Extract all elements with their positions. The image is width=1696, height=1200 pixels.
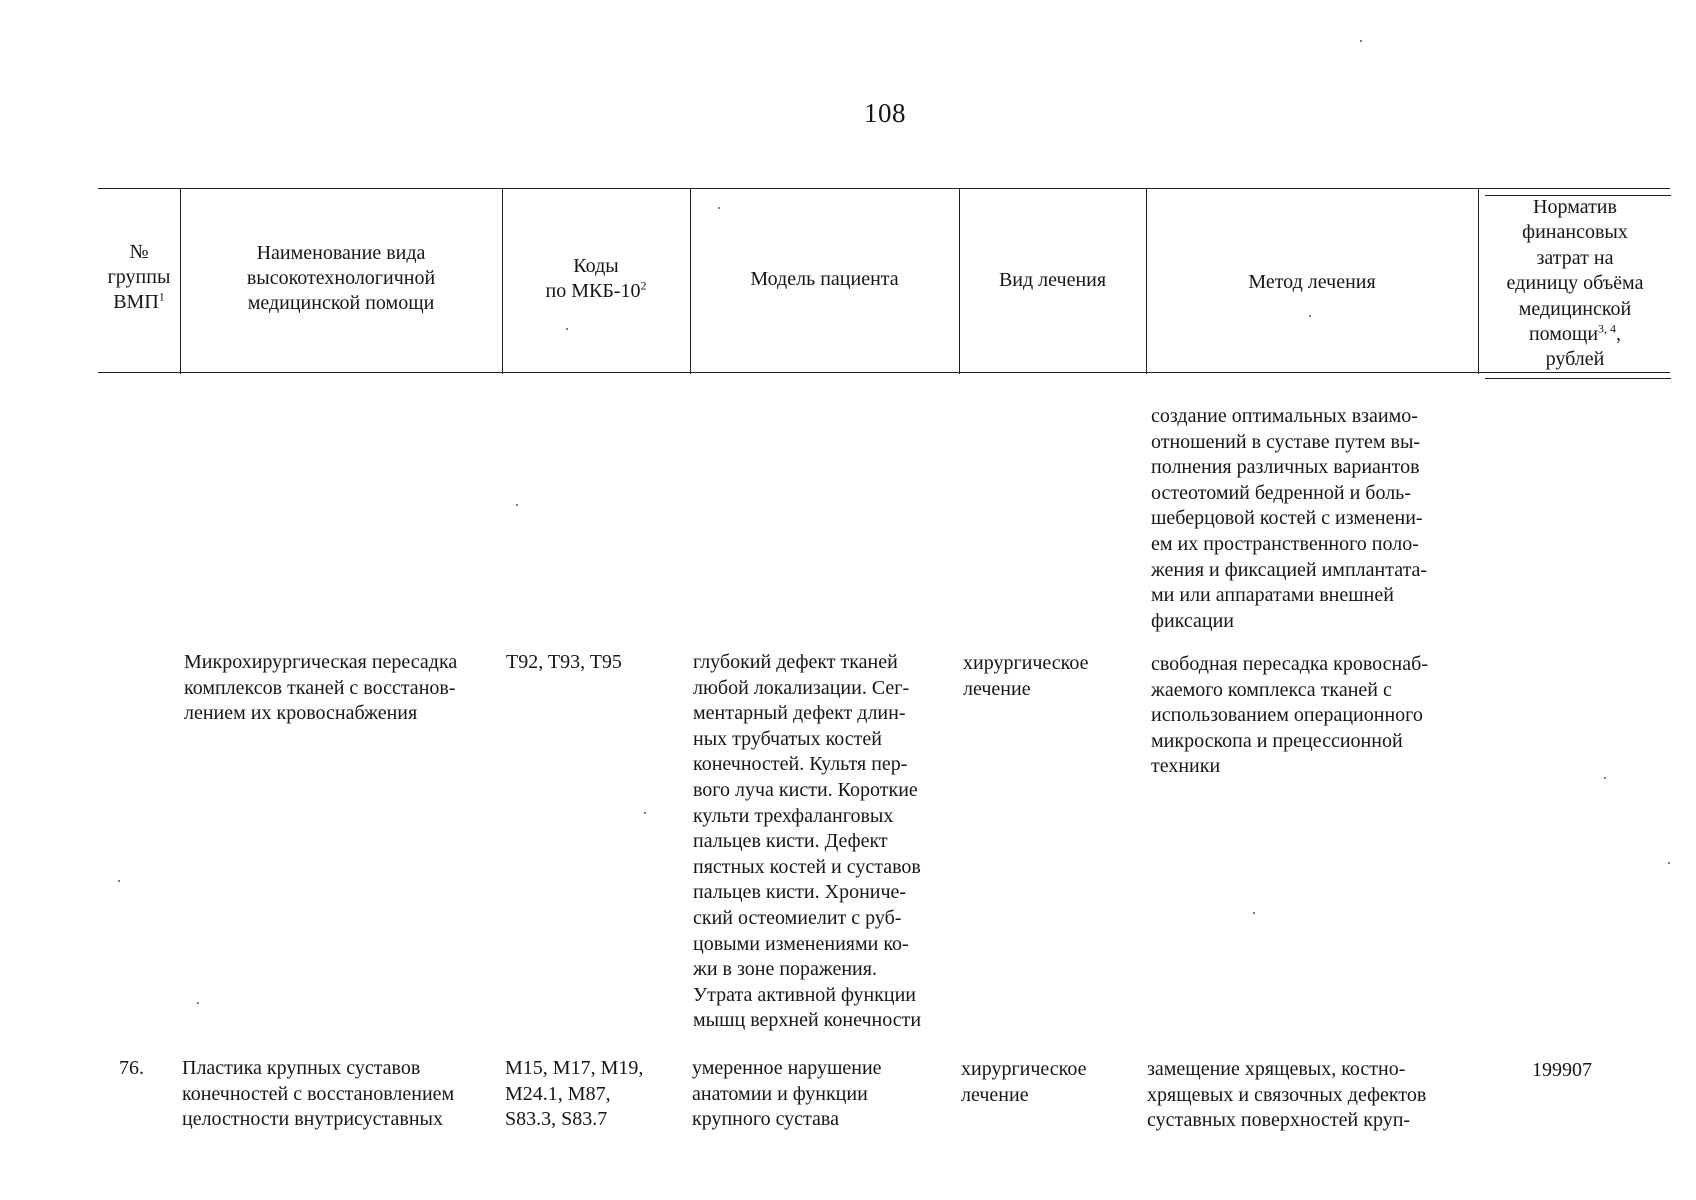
method-text: шеберцовой костей с изменени- bbox=[1151, 507, 1423, 530]
scan-speck bbox=[1253, 912, 1255, 914]
scan-speck bbox=[1604, 777, 1606, 779]
method-text: остеотомий бедренной и боль- bbox=[1151, 481, 1411, 504]
scan-speck bbox=[1360, 40, 1362, 42]
column-divider bbox=[959, 188, 960, 374]
icd-codes: T92, T93, T95 bbox=[506, 651, 622, 673]
table-row bbox=[1151, 404, 1427, 634]
header-treatment-method: Метод лечения bbox=[1248, 271, 1376, 293]
method-text: отношений в суставе путем вы- bbox=[1151, 430, 1421, 453]
column-divider bbox=[180, 188, 181, 374]
method-text: полнения различных вариантов bbox=[1151, 456, 1420, 479]
scan-speck bbox=[1309, 315, 1311, 317]
patient-model: глубокий дефект тканей любой локализации. Сег- ментарный дефект длин- ных трубчатых костей конечностей. Культя пер- вого луча кисти. Короткие культи трехфаланговых пальцев кисти. Дефект пястных костей и суставов пальцев кисти. Хрониче- ский остеомиелит с руб- цовыми изменениями ко- жи в зоне поражения. Утрата активной функции мышц верхней конечности bbox=[693, 651, 922, 1032]
method-text: фиксации bbox=[1151, 609, 1234, 632]
method-text: замещение хрящевых, костно- хрящевых и связочных дефектов суставных поверхностей круп- bbox=[1147, 1058, 1427, 1132]
method-text: ми или аппаратами внешней bbox=[1151, 584, 1394, 607]
patient-model: умеренное нарушение анатомии и функции крупного сустава bbox=[692, 1057, 882, 1131]
icd-codes: M15, M17, M19, M24.1, M87, S83.3, S83.7 bbox=[505, 1057, 644, 1131]
header-top-rule bbox=[98, 188, 1670, 189]
scan-speck bbox=[516, 504, 518, 506]
scan-speck bbox=[1668, 862, 1670, 864]
scan-speck bbox=[197, 1002, 199, 1004]
page-number: 108 bbox=[864, 98, 906, 128]
header-icd-codes: Коды по МКБ-$10^2$ bbox=[545, 255, 647, 302]
header-cost-standard: Норматив финансовых затрат на единицу объёма медицинской помощи$^{3, 4}$, рублей bbox=[1506, 196, 1644, 371]
header-treatment-type: Вид лечения bbox=[998, 269, 1107, 291]
care-type-name: Микрохирургическая пересадка комплексов тканей с восстанов- лением их кровоснабжения bbox=[184, 651, 458, 725]
scan-speck bbox=[566, 328, 568, 330]
header-bottom-rule-right bbox=[1485, 378, 1671, 379]
scan-speck bbox=[644, 812, 646, 814]
column-divider bbox=[690, 188, 691, 374]
column-divider bbox=[1478, 188, 1479, 374]
method-text: ем их пространственного поло- bbox=[1151, 532, 1419, 555]
cost-value: 199907 bbox=[1532, 1059, 1592, 1081]
header-bottom-rule bbox=[98, 372, 1670, 373]
group-number: 76. bbox=[119, 1057, 144, 1079]
scan-speck bbox=[718, 207, 720, 209]
column-divider bbox=[1146, 188, 1147, 374]
treatment-type: хирургическое лечение bbox=[963, 652, 1089, 700]
method-text: создание оптимальных взаимо- bbox=[1151, 405, 1418, 427]
header-care-type: Наименование вида высокотехнологичной медицинской помощи bbox=[246, 242, 436, 314]
treatment-type: хирургическое лечение bbox=[961, 1058, 1087, 1106]
method-text: свободная пересадка кровоснаб- жаемого комплекса тканей с использованием операционного микроскопа и прецессионной техники bbox=[1151, 653, 1428, 778]
method-text: жения и фиксацией имплантата- bbox=[1151, 558, 1428, 581]
column-divider bbox=[502, 188, 503, 374]
header-group-number: № группы ВМП$^1$ bbox=[107, 241, 171, 313]
care-type-name: Пластика крупных суставов конечностей с восстановлением целостности внутрисуставных bbox=[182, 1057, 455, 1131]
scan-speck bbox=[118, 880, 120, 882]
header-patient-model: Модель пациента bbox=[750, 268, 899, 290]
